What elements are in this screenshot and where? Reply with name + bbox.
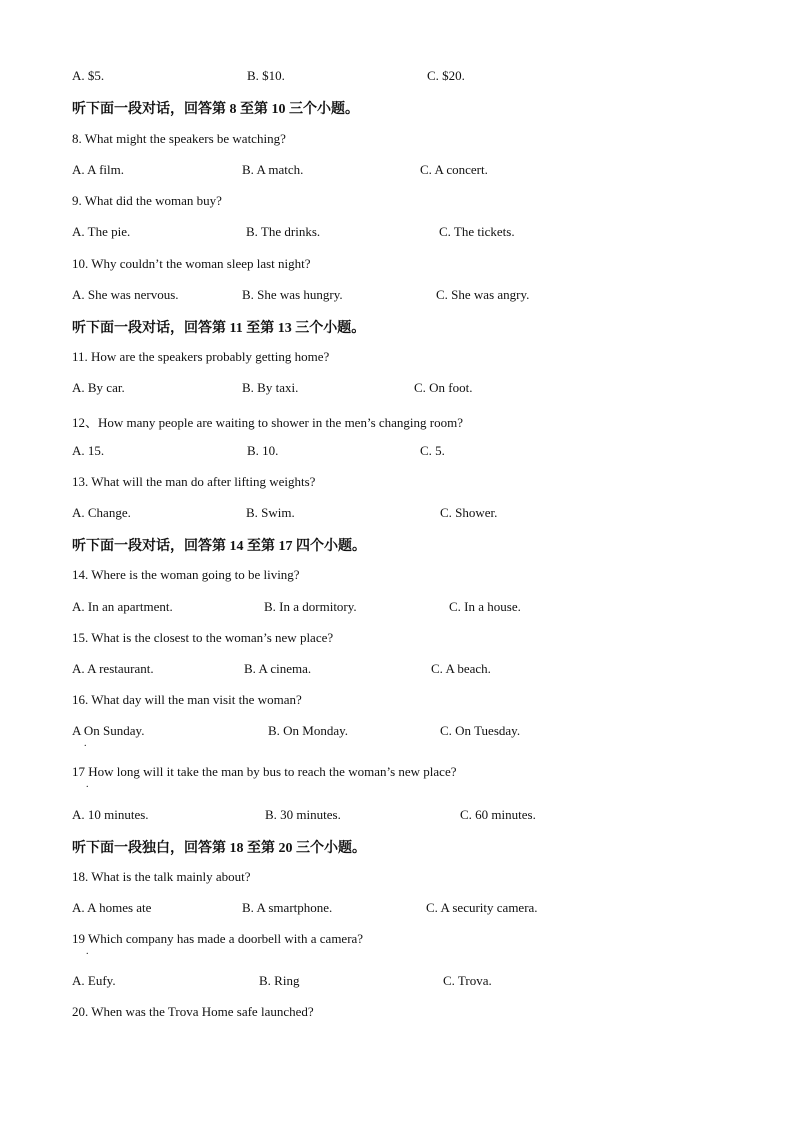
q18-option-b[interactable]: B. A smartphone.	[242, 900, 333, 915]
section-header-4: 听下面一段独白，回答第 18 至第 20 三个小题。	[72, 841, 366, 856]
q8-option-a[interactable]: A. A film.	[72, 162, 125, 177]
q9-option-c[interactable]: C. The tickets.	[439, 224, 515, 239]
q10-option-a[interactable]: A. She was nervous.	[72, 287, 179, 302]
stray-dot: .	[86, 946, 89, 957]
q17-options	[72, 807, 752, 825]
q14-option-b[interactable]: B. In a dormitory.	[264, 599, 357, 614]
q9-options	[72, 224, 752, 242]
q17-option-a[interactable]: A. 10 minutes.	[72, 807, 149, 822]
q17-option-c[interactable]: C. 60 minutes.	[460, 807, 536, 822]
question-20: 20. When was the Trova Home safe launched?	[72, 1004, 314, 1019]
q12-options	[72, 443, 752, 461]
q13-option-a[interactable]: A. Change.	[72, 505, 131, 520]
q16-option-b[interactable]: B. On Monday.	[268, 723, 349, 738]
question-14: 14. Where is the woman going to be living?	[72, 567, 300, 582]
question-16: 16. What day will the man visit the woman?	[72, 692, 302, 707]
q16-option-c[interactable]: C. On Tuesday.	[440, 723, 521, 738]
question-9: 9. What did the woman buy?	[72, 193, 222, 208]
question-11: 11. How are the speakers probably getting home?	[72, 349, 330, 364]
q11-option-c[interactable]: C. On foot.	[414, 380, 473, 395]
q19-options	[72, 973, 752, 991]
section-header-3: 听下面一段对话，回答第 14 至第 17 四个小题。	[72, 539, 366, 554]
q10-option-c[interactable]: C. She was angry.	[436, 287, 530, 302]
q18-option-c[interactable]: C. A security camera.	[426, 900, 538, 915]
question-13: 13. What will the man do after lifting weights?	[72, 474, 316, 489]
q15-option-a[interactable]: A. A restaurant.	[72, 661, 154, 676]
question-8: 8. What might the speakers be watching?	[72, 131, 286, 146]
q16-option-a[interactable]: A On Sunday.	[72, 723, 145, 738]
stray-dot: .	[84, 738, 87, 749]
q9-option-a[interactable]: A. The pie.	[72, 224, 131, 239]
q19-option-b[interactable]: B. Ring	[259, 973, 300, 988]
q7-option-b[interactable]: B. $10.	[247, 68, 285, 83]
question-19: 19 Which company has made a doorbell with a camera?	[72, 931, 364, 946]
q14-options	[72, 599, 752, 617]
question-17: 17 How long will it take the man by bus to reach the woman’s new place?	[72, 764, 457, 779]
section-header-2: 听下面一段对话，回答第 11 至第 13 三个小题。	[72, 321, 366, 336]
q8-option-b[interactable]: B. A match.	[242, 162, 304, 177]
q16-options	[72, 723, 752, 741]
q15-options	[72, 661, 752, 679]
q8-option-c[interactable]: C. A concert.	[420, 162, 488, 177]
q12-option-a[interactable]: A. 15.	[72, 443, 105, 458]
q7-option-a[interactable]: A. $5.	[72, 68, 105, 83]
q14-option-a[interactable]: A. In an apartment.	[72, 599, 173, 614]
q9-option-b[interactable]: B. The drinks.	[246, 224, 321, 239]
q8-options	[72, 162, 752, 180]
q13-options	[72, 505, 752, 523]
question-15: 15. What is the closest to the woman’s new place?	[72, 630, 334, 645]
question-12: 12、How many people are waiting to shower in the men’s changing room?	[72, 415, 463, 430]
q12-option-b[interactable]: B. 10.	[247, 443, 279, 458]
section-header-1: 听下面一段对话，回答第 8 至第 10 三个小题。	[72, 102, 359, 117]
q15-option-b[interactable]: B. A cinema.	[244, 661, 312, 676]
q18-option-a[interactable]: A. A homes ate	[72, 900, 152, 915]
question-10: 10. Why couldn’t the woman sleep last night?	[72, 256, 311, 271]
q13-option-b[interactable]: B. Swim.	[246, 505, 295, 520]
q14-option-c[interactable]: C. In a house.	[449, 599, 521, 614]
q17-option-b[interactable]: B. 30 minutes.	[265, 807, 341, 822]
q7-options	[72, 68, 752, 86]
q7-option-c[interactable]: C. $20.	[427, 68, 465, 83]
q11-option-b[interactable]: B. By taxi.	[242, 380, 299, 395]
q19-option-c[interactable]: C. Trova.	[443, 973, 492, 988]
q18-options	[72, 900, 752, 918]
q10-options	[72, 287, 752, 305]
stray-dot: .	[86, 779, 89, 790]
q11-option-a[interactable]: A. By car.	[72, 380, 125, 395]
q15-option-c[interactable]: C. A beach.	[431, 661, 491, 676]
q13-option-c[interactable]: C. Shower.	[440, 505, 498, 520]
q10-option-b[interactable]: B. She was hungry.	[242, 287, 343, 302]
q12-option-c[interactable]: C. 5.	[420, 443, 445, 458]
q19-option-a[interactable]: A. Eufy.	[72, 973, 116, 988]
question-18: 18. What is the talk mainly about?	[72, 869, 251, 884]
q11-options	[72, 380, 752, 398]
